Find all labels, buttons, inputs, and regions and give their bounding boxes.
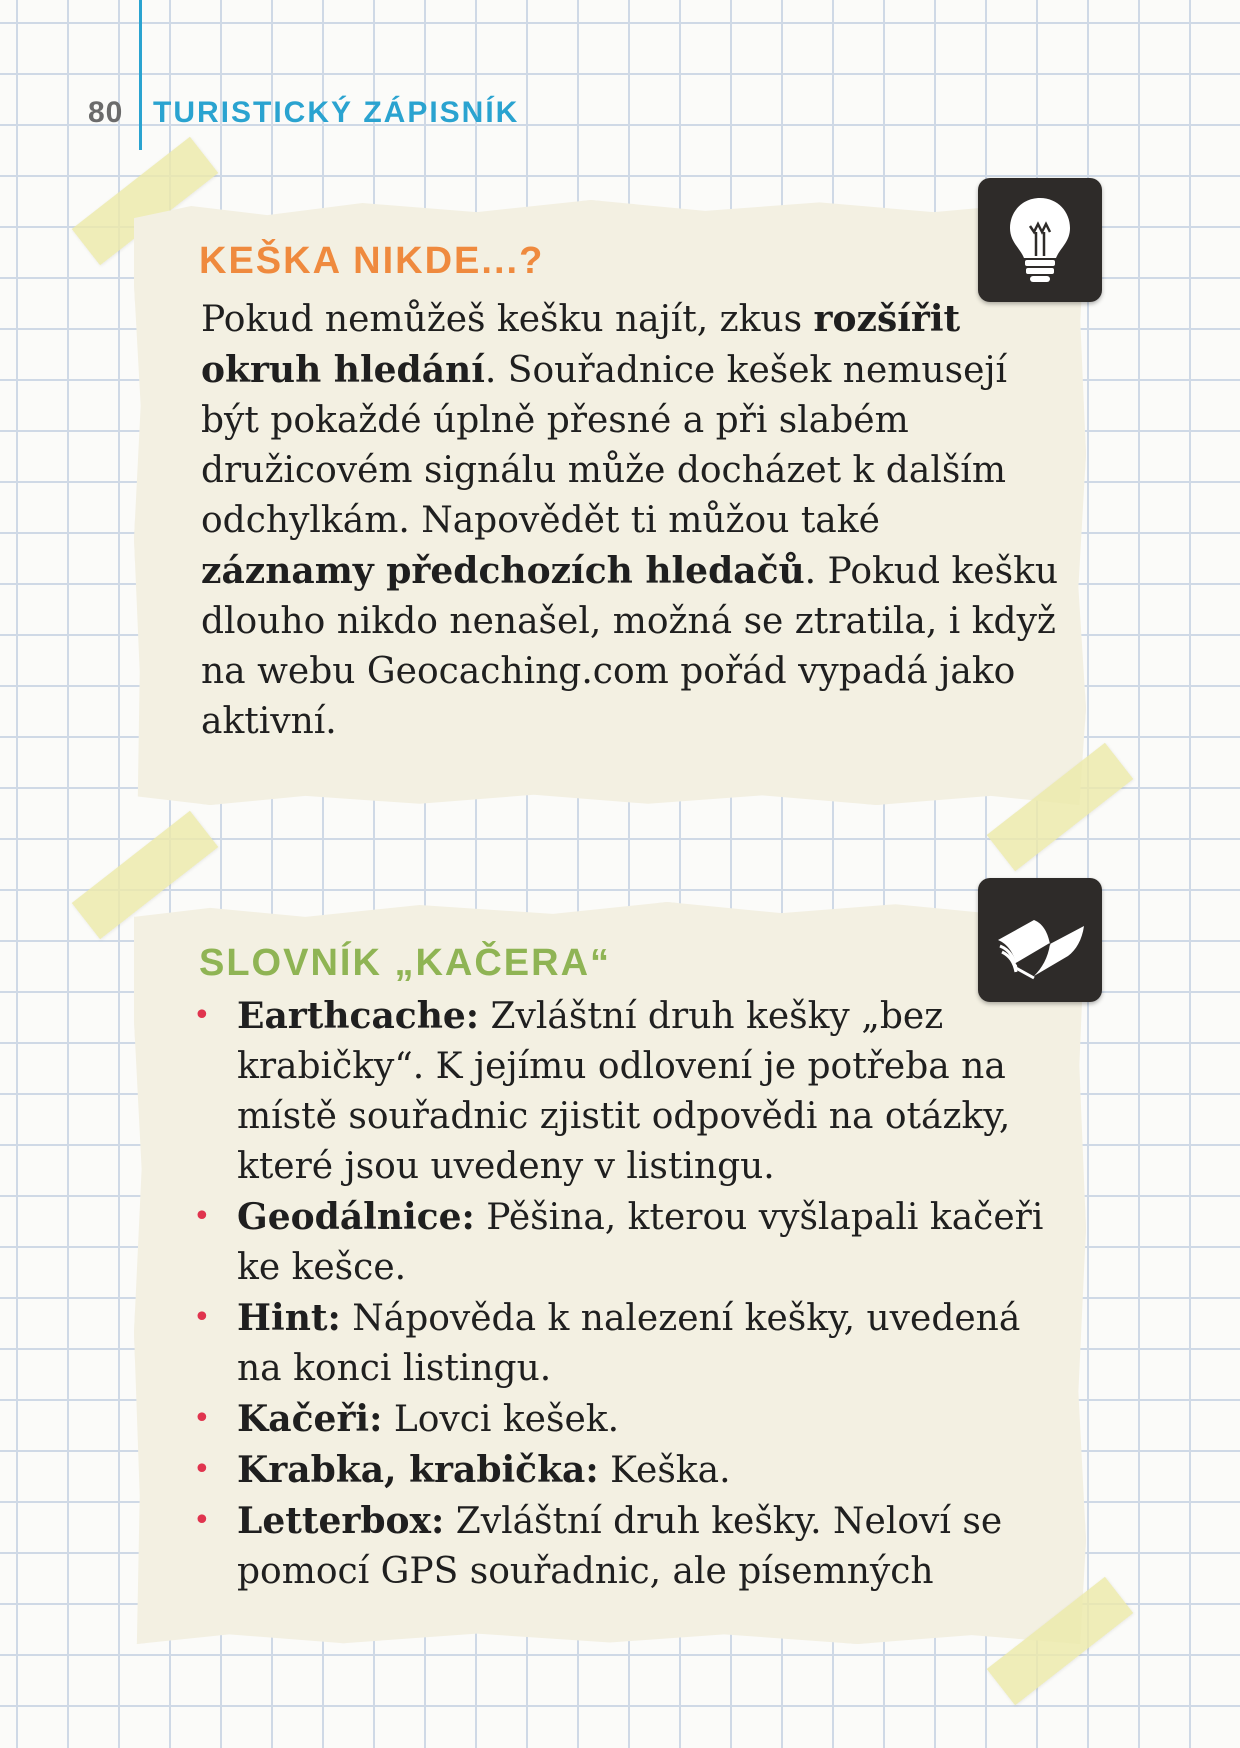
bullet: • xyxy=(193,1503,211,1538)
tip-emphasis: záznamy předchozích hledačů xyxy=(201,550,805,592)
open-book-icon xyxy=(978,878,1102,1002)
glossary-item xyxy=(189,1496,1069,1597)
bullet: • xyxy=(193,998,211,1033)
page-number: 80 xyxy=(88,96,124,129)
glossary-term: Hint: xyxy=(237,1297,341,1339)
glossary-definition: Keška. xyxy=(598,1450,731,1491)
glossary-title: SLOVNÍK „KAČERA“ xyxy=(199,942,612,984)
bullet: • xyxy=(193,1300,211,1335)
lightbulb-icon xyxy=(978,178,1102,302)
glossary-term: Krabka, krabička: xyxy=(237,1449,599,1491)
glossary-definition: Zvláštní druh kešky „bez krabičky“. K jejímu odlovení je potřeba na místě souřadnic zjistit odpovědi na otázky, které jsou uvedeny v listingu. xyxy=(237,996,1011,1187)
notebook-margin-line xyxy=(139,0,142,150)
bullet: • xyxy=(193,1199,211,1234)
glossary-item xyxy=(189,1293,1069,1394)
glossary-definition: Pěšina, kterou vyšlapali kačeři ke kešce. xyxy=(237,1197,1044,1288)
tip-emphasis: rozšířit okruh hledání xyxy=(201,298,961,391)
glossary-item xyxy=(189,1192,1069,1293)
bullet: • xyxy=(193,1401,211,1436)
glossary-definition: Nápověda k nalezení kešky, uvedená na konci listingu. xyxy=(237,1298,1021,1389)
glossary-term: Earthcache: xyxy=(237,995,480,1037)
glossary-term: Geodálnice: xyxy=(237,1196,475,1238)
glossary-term: Letterbox: xyxy=(237,1500,445,1542)
glossary-definition: Zvláštní druh kešky. Neloví se pomocí GPS souřadnic, ale písemných xyxy=(237,1501,1003,1592)
glossary-item xyxy=(189,1445,1069,1496)
bullet: • xyxy=(193,1452,211,1487)
running-title: TURISTICKÝ ZÁPISNÍK xyxy=(153,96,520,129)
tip-body: Pokud nemůžeš kešku najít, zkus rozšířit okruh hledání. Souřadnice kešek nemusejí být pokaždé úplně přesné a při slabém družicovém signálu může docházet k dalším odchylkám. Napovědět ti můžou také záznamy předchozích hledačů. Pokud kešku dlouho nikdo nenašel, možná se ztratila, i když na webu Geocaching.com pořád vypadá jako aktivní. xyxy=(201,298,1059,742)
tip-title: KEŠKA NIKDE...? xyxy=(199,240,545,282)
glossary-term: Kačeři: xyxy=(237,1398,383,1440)
glossary-item xyxy=(189,1394,1069,1445)
glossary-item xyxy=(189,991,1069,1192)
glossary-list xyxy=(189,991,1069,1597)
glossary-definition: Lovci kešek. xyxy=(382,1399,620,1440)
